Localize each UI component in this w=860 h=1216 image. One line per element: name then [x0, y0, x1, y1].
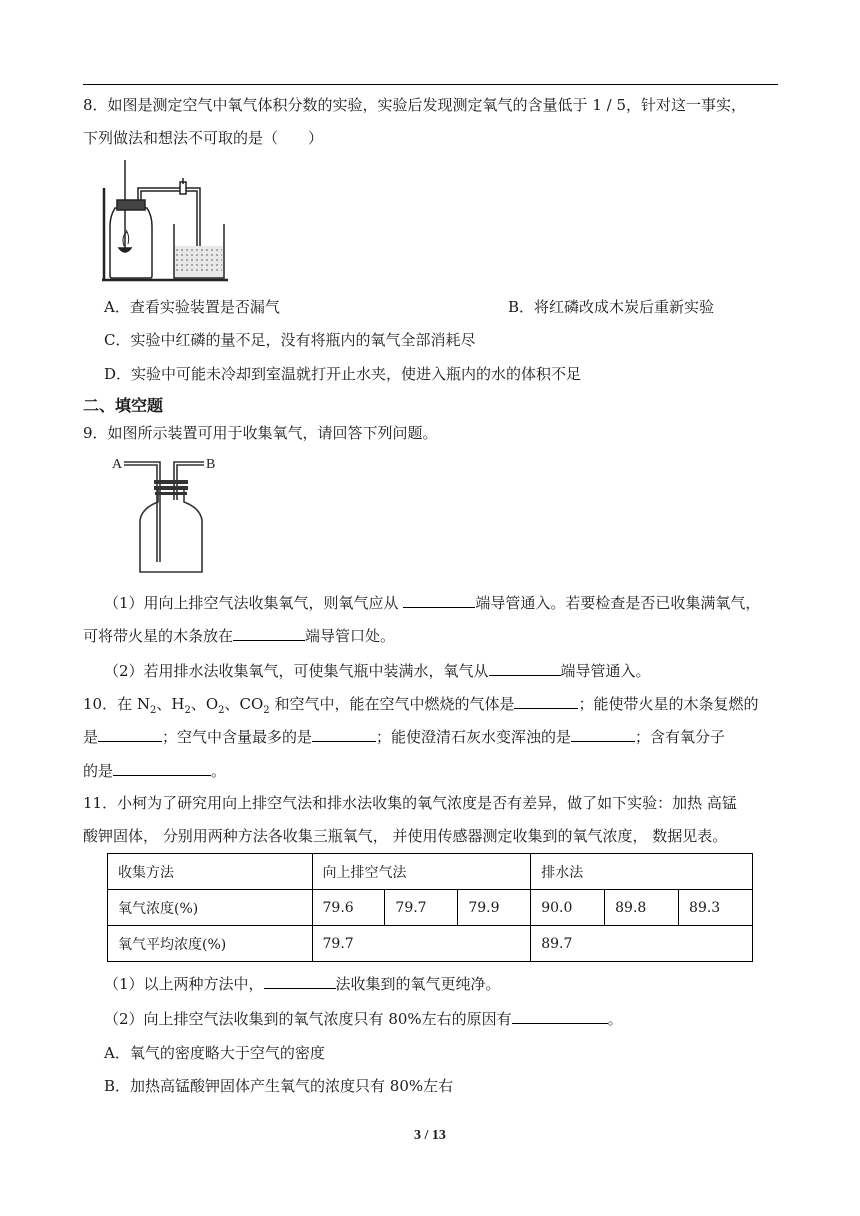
q10-text: ；能使澄清石灰水变浑浊的是 — [376, 728, 572, 746]
q10-text: 的是 — [83, 762, 114, 780]
q10-line1 — [83, 693, 758, 721]
answer-blank[interactable] — [514, 693, 578, 709]
q11-stem-line2: 酸钾固体， 分别用两种方法各收集三瓶氧气， 并使用传感器测定收集到的氧气浓度， 数据见表。 — [83, 827, 728, 845]
q10-line2 — [83, 726, 725, 747]
q10-line3 — [83, 760, 226, 781]
q8-option-d: D．实验中可能未冷却到室温就打开止水夹，使进入瓶内的水的体积不足 — [104, 365, 582, 383]
header-rule — [83, 84, 778, 85]
subscript: 2 — [263, 705, 270, 716]
q11-sub1-text-b: 法收集到的氧气更纯净。 — [335, 975, 501, 993]
q10-text: 、O — [190, 695, 219, 713]
q10-text: 。 — [211, 762, 227, 780]
table-cell: 79.6 — [312, 890, 385, 926]
q9-stem: 9．如图所示装置可用于收集氧气，请回答下列问题。 — [83, 424, 438, 442]
table-cell: 90.0 — [531, 890, 605, 926]
q9-part1-text-b: 端导管通入。若要检查是否已收集满氧气， — [475, 594, 761, 612]
answer-blank[interactable] — [113, 760, 211, 776]
subscript: 2 — [149, 705, 157, 716]
q10-text: ；能使带火星的木条复燃的 — [578, 695, 759, 713]
table-cell: 收集方法 — [108, 854, 313, 890]
q9-part2-text-a: （2）若用排水法收集氧气，可使集气瓶中装满水，氧气从 — [104, 662, 489, 680]
q9-part1-text-a: （1）用向上排空气法收集氧气，则氧气应从 — [104, 594, 404, 612]
table-cell: 向上排空气法 — [312, 854, 531, 890]
phosphorus-experiment-figure — [100, 158, 230, 283]
table-cell: 79.7 — [385, 890, 458, 926]
table-cell: 氧气平均浓度(%) — [108, 926, 313, 962]
q9-part1-text-d: 端导管口处。 — [305, 627, 396, 645]
table-cell: 89.8 — [605, 890, 679, 926]
section-title-fill-blank: 二、填空题 — [83, 396, 164, 415]
q9-part2-text-b: 端导管通入。 — [560, 662, 651, 680]
table-cell: 79.9 — [458, 890, 531, 926]
subscript: 2 — [218, 705, 225, 716]
q11-sub2-text-a: （2）向上排空气法收集到的氧气浓度只有 80%左右的原因有 — [104, 1010, 512, 1028]
answer-blank[interactable] — [233, 625, 305, 641]
q11-sub2-text-b: 。 — [607, 1010, 623, 1028]
q8-stem-line2: 下列做法和想法不可取的是（ ） — [83, 129, 324, 147]
answer-blank[interactable] — [403, 592, 475, 608]
q9-part1-line1 — [104, 592, 760, 613]
answer-blank[interactable] — [264, 973, 336, 989]
q11-option-a: A．氧气的密度略大于空气的密度 — [104, 1044, 325, 1062]
q8-option-b: B．将红磷改成木炭后重新实验 — [508, 298, 715, 316]
answer-blank[interactable] — [571, 726, 635, 742]
q10-text: ；含有氧分子 — [635, 728, 726, 746]
q10-text: 、CO — [224, 695, 264, 713]
q10-text: 10．在 N — [83, 695, 150, 713]
answer-blank[interactable] — [312, 726, 376, 742]
gas-bottle-figure — [108, 452, 223, 580]
table-cell: 79.7 — [312, 926, 531, 962]
q8-option-c: C．实验中红磷的量不足，没有将瓶内的氧气全部消耗尽 — [104, 331, 476, 349]
q11-option-b: B．加热高锰酸钾固体产生氧气的浓度只有 80%左右 — [104, 1077, 454, 1095]
oxygen-concentration-table — [107, 853, 753, 962]
q8-stem-line1: 8．如图是测定空气中氧气体积分数的实验，实验后发现测定氧气的含量低于 1 / 5，针对这一事实， — [83, 96, 746, 114]
q9-part1-line2 — [83, 625, 395, 646]
q9-part2 — [104, 660, 651, 681]
tube-label-a: A — [112, 457, 123, 472]
answer-blank[interactable] — [489, 660, 561, 676]
table-cell: 排水法 — [531, 854, 753, 890]
q10-text: 是 — [83, 728, 99, 746]
tube-label-b: B — [206, 457, 216, 472]
q11-sub1-text-a: （1）以上两种方法中， — [104, 975, 264, 993]
q11-sub1 — [104, 973, 501, 994]
q8-option-a: A．查看实验装置是否漏气 — [104, 298, 280, 316]
table-cell: 89.7 — [531, 926, 753, 962]
answer-blank[interactable] — [98, 726, 162, 742]
q10-text: ；空气中含量最多的是 — [162, 728, 313, 746]
answer-blank[interactable] — [512, 1008, 608, 1024]
table-row — [108, 926, 753, 962]
table-cell: 氧气浓度(%) — [108, 890, 313, 926]
q10-text: 、H — [156, 695, 185, 713]
table-cell: 89.3 — [679, 890, 753, 926]
table-row — [108, 890, 753, 926]
q11-stem-line1: 11．小柯为了研究用向上排空气法和排水法收集的氧气浓度是否有差异，做了如下实验：加热 高锰 — [83, 794, 737, 812]
page-number: 3 / 13 — [414, 1128, 446, 1143]
table-header-row — [108, 854, 753, 890]
q9-part1-text-c: 可将带火星的木条放在 — [83, 627, 234, 645]
subscript: 2 — [184, 705, 191, 716]
q10-text: 和空气中，能在空气中燃烧的气体是 — [269, 695, 515, 713]
q11-sub2 — [104, 1008, 623, 1029]
